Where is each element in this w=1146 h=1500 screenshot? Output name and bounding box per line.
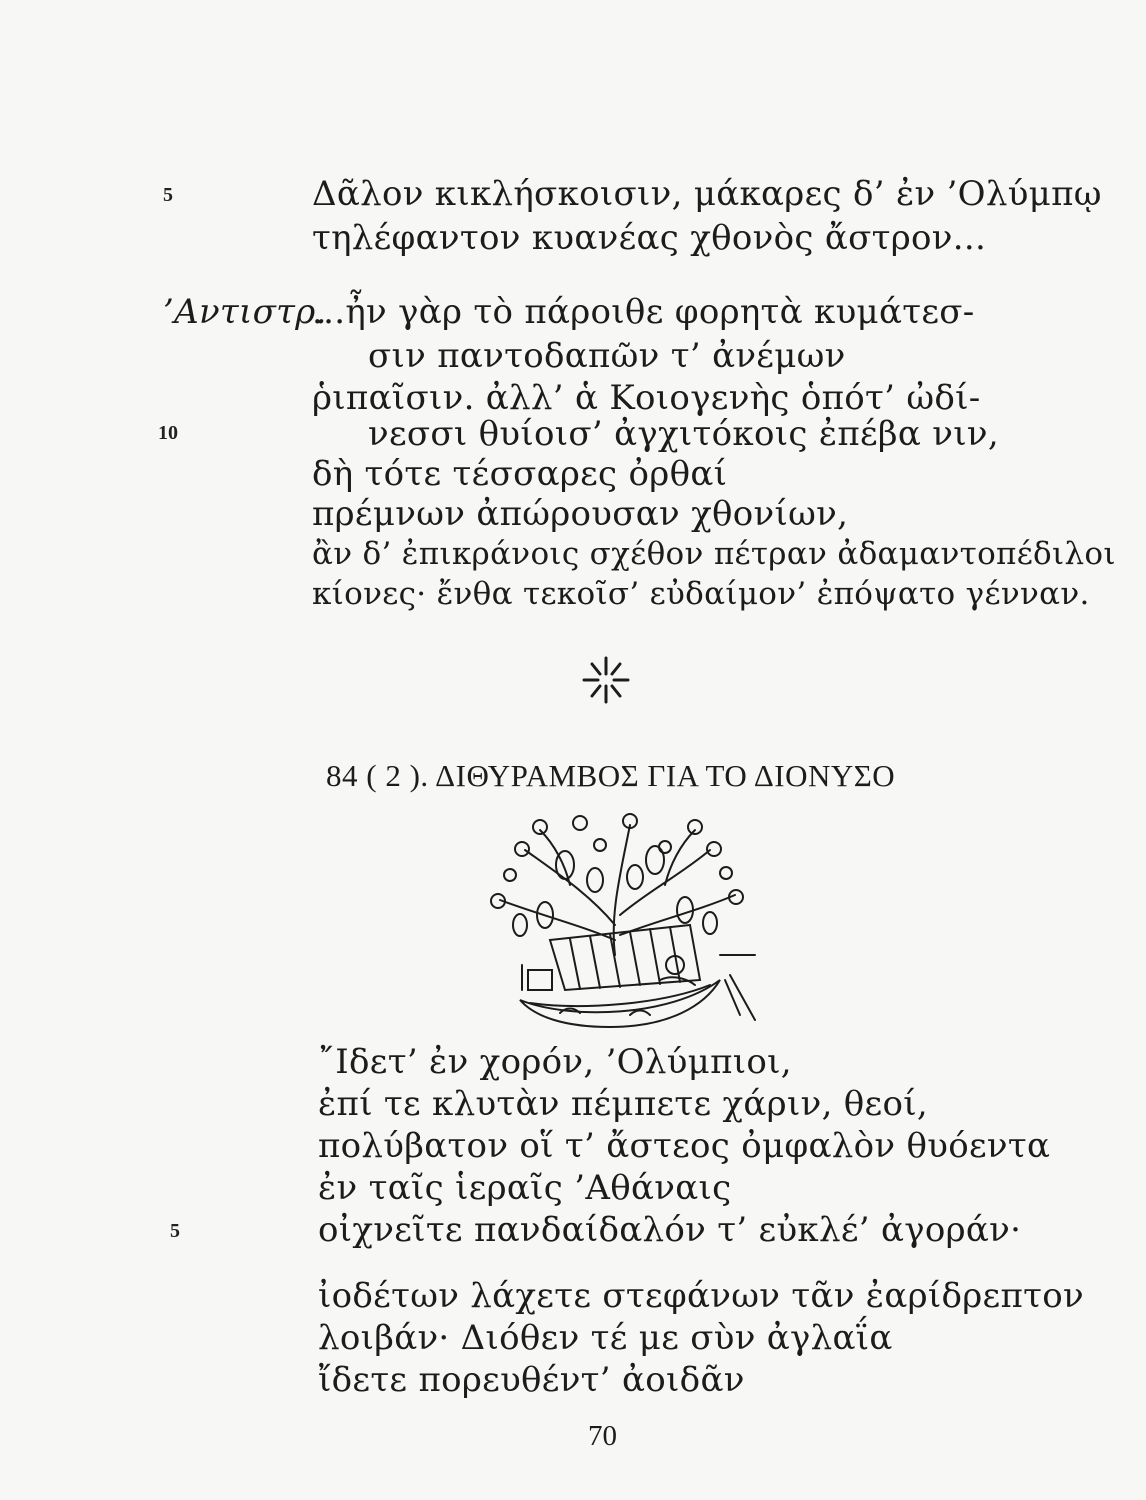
verse-line: ...ἦν γὰρ τὸ πάροιθε φορητὰ κυμάτεσ- [312, 292, 975, 332]
dionysus-ship-vine-illustration [470, 805, 760, 1030]
verse-line: νεσσι θυίοισ’ ἀγχιτόκοις ἐπέβα νιν, [368, 414, 999, 454]
verse-line: ἐν ταῖς ἱεραῖς ’Αθάναις [318, 1168, 732, 1208]
verse-line: Δᾶλον κικλήσκοισιν, μάκαρες δ’ ἐν ’Ολύμπῳ [312, 174, 1102, 214]
verse-line: δὴ τότε τέσσαρες ὀρθαί [312, 454, 728, 494]
line-number-5: 5 [163, 184, 173, 206]
verse-line: σιν παντοδαπῶν τ’ ἀνέμων [368, 336, 846, 376]
line-number-10: 10 [158, 422, 178, 444]
verse-line: ἐπί τε κλυτὰν πέμπετε χάριν, θεοί, [318, 1084, 928, 1124]
verse-line: ἂν δ’ ἐπικράνοις σχέθον πέτραν ἀδαμαντοπέδιλοι [312, 536, 1116, 572]
poem-heading: 84 ( 2 ). ΔΙΘΥΡΑΜΒΟΣ ΓΙΑ ΤΟ ΔΙΟΝΥΣΟ [326, 758, 896, 793]
verse-line: ῥιπαῖσιν. ἀλλ’ ἁ Κοιογενὴς ὁπότ’ ὠδί- [312, 378, 981, 418]
page-number: 70 [588, 1420, 617, 1452]
antistrophe-label: ’Αντιστρ. [163, 292, 327, 332]
verse-line: κίονες· ἔνθα τεκοῖσ’ εὐδαίμον’ ἐπόψατο γένναν. [312, 576, 1090, 612]
verse-line: τηλέφαντον κυανέας χθονὸς ἄστρον... [312, 218, 987, 258]
verse-line: ἴδετε πορευθέντ’ ἀοιδᾶν [318, 1360, 745, 1400]
verse-line: ἰοδέτων λάχετε στεφάνων τᾶν ἐαρίδρεπτον [318, 1276, 1084, 1316]
line-number-5: 5 [170, 1220, 180, 1242]
verse-line: ῎Ιδετ’ ἐν χορόν, ’Ολύμπιοι, [318, 1042, 792, 1082]
verse-line: λοιβάν· Διόθεν τέ με σὺν ἀγλαΐα [318, 1318, 893, 1358]
verse-line: πολύβατον οἵ τ’ ἄστεος ὀμφαλὸν θυόεντα [318, 1126, 1051, 1166]
verse-line: πρέμνων ἀπώρουσαν χθονίων, [312, 494, 849, 534]
verse-line: οἰχνεῖτε πανδαίδαλόν τ’ εὐκλέ’ ἀγοράν· [318, 1210, 1022, 1250]
asterisk-ornament-icon [580, 652, 632, 708]
